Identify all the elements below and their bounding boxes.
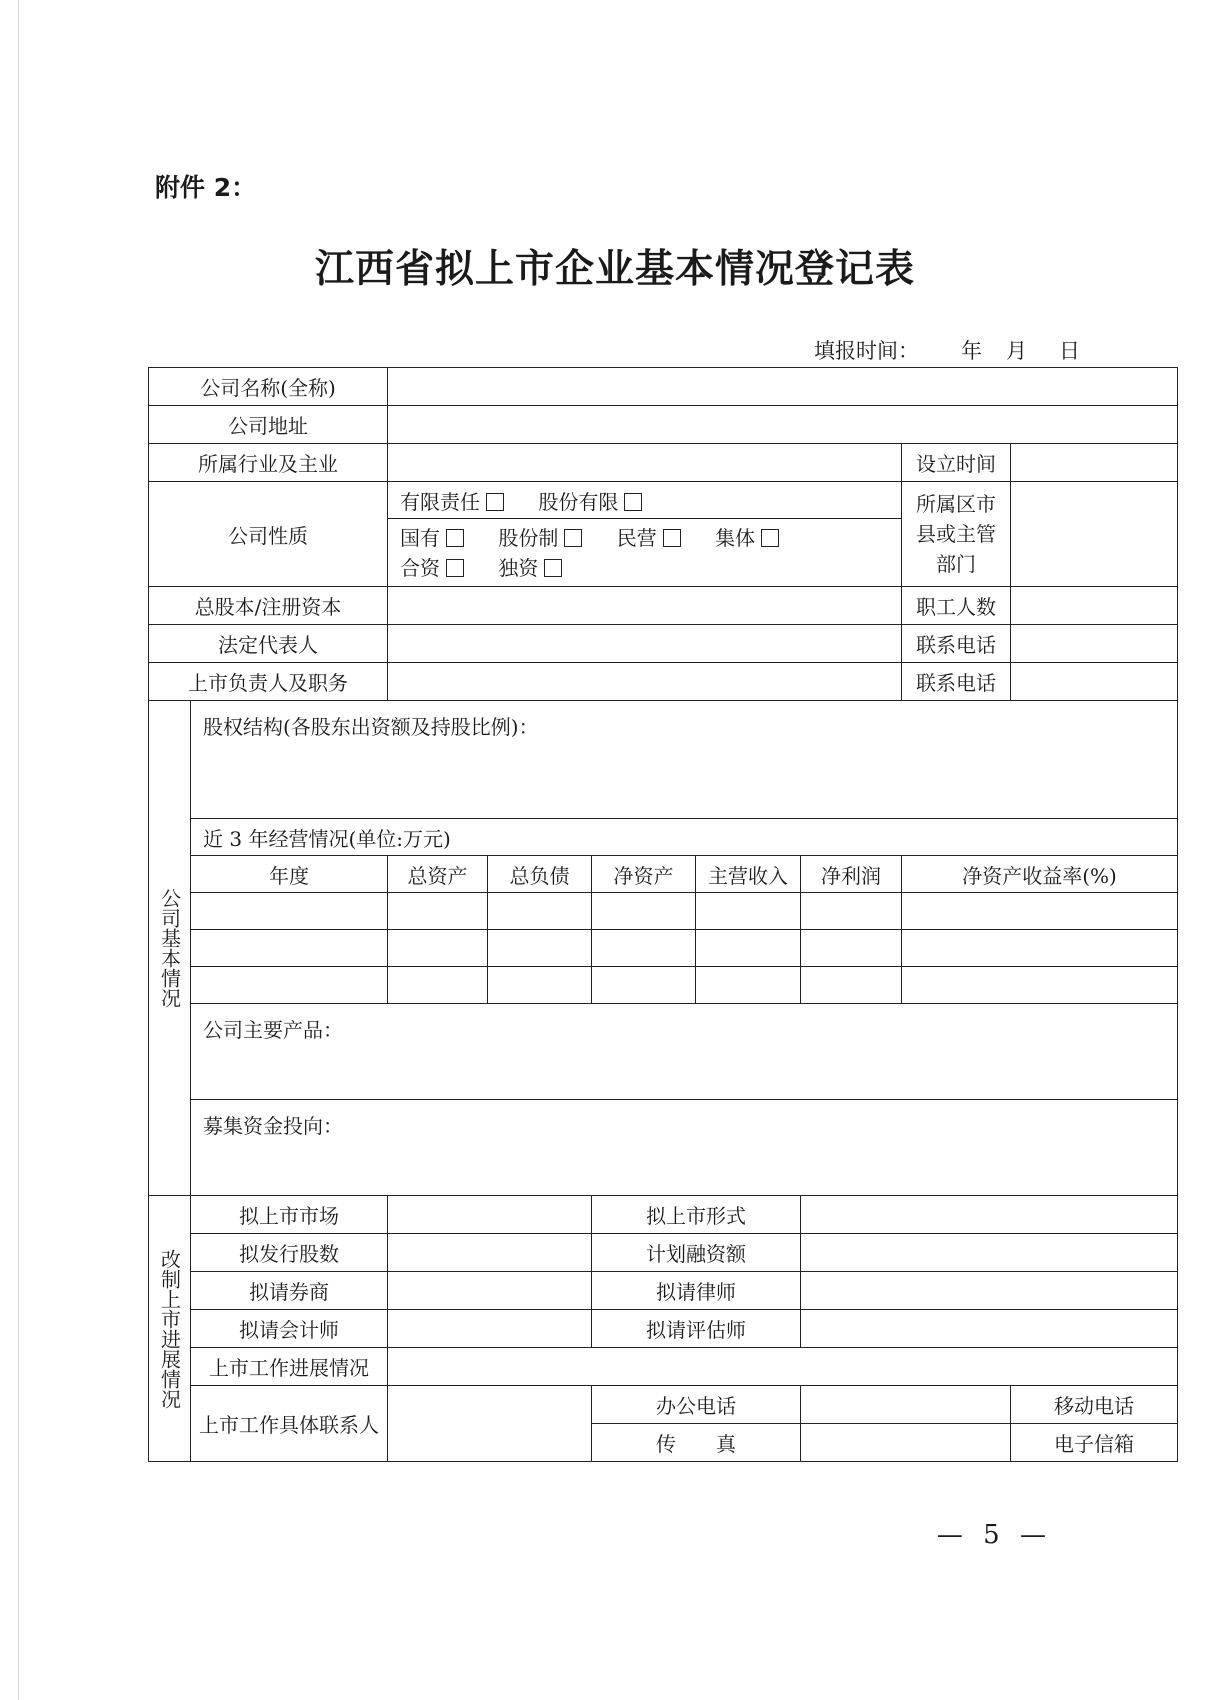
equity-structure-field[interactable] bbox=[191, 701, 1178, 819]
equity-structure-label: 股权结构(各股东出资额及持股比例)： bbox=[203, 715, 539, 739]
basic-section-label-cell bbox=[149, 701, 191, 1196]
company-address-label: 公司地址 bbox=[149, 406, 388, 444]
nature-option-joint-venture-label: 合资 bbox=[400, 555, 441, 580]
nature-option-private[interactable] bbox=[617, 523, 681, 553]
checkbox-icon[interactable] bbox=[761, 529, 779, 547]
fill-date bbox=[814, 335, 1080, 365]
form-title: 江西省拟上市企业基本情况登记表 bbox=[314, 246, 915, 292]
fill-date-day: 日 bbox=[1059, 339, 1080, 363]
ops-row bbox=[149, 930, 1178, 967]
nature-option-limited-label: 有限责任 bbox=[400, 489, 481, 514]
attachment-label: 附件 2： bbox=[155, 173, 257, 202]
company-address-field[interactable] bbox=[388, 406, 1178, 444]
office-phone-label: 办公电话 bbox=[592, 1386, 801, 1424]
ops-cell[interactable] bbox=[592, 967, 696, 1004]
office-phone-field[interactable] bbox=[801, 1386, 1011, 1424]
checkbox-icon[interactable] bbox=[544, 559, 562, 577]
nature-option-sole-label: 独资 bbox=[498, 555, 539, 580]
listing-head-label: 上市负责人及职务 bbox=[149, 663, 388, 701]
fill-date-month: 月 bbox=[1006, 339, 1027, 363]
district-field[interactable] bbox=[1011, 482, 1178, 587]
ops-cell[interactable] bbox=[801, 967, 902, 1004]
nature-label: 公司性质 bbox=[149, 482, 388, 587]
industry-label: 所属行业及主业 bbox=[149, 444, 388, 482]
ops-cell[interactable] bbox=[191, 930, 388, 967]
legal-rep-label: 法定代表人 bbox=[149, 625, 388, 663]
broker-label: 拟请券商 bbox=[191, 1272, 388, 1310]
ops-header-main-revenue: 主营收入 bbox=[696, 856, 801, 893]
capital-label: 总股本/注册资本 bbox=[149, 587, 388, 625]
broker-field[interactable] bbox=[388, 1272, 592, 1310]
nature-option-joint-venture[interactable] bbox=[400, 553, 464, 583]
district-label: 所属区市县或主管部门 bbox=[902, 482, 1011, 587]
company-name-label: 公司名称(全称) bbox=[149, 368, 388, 406]
progress-label: 上市工作进展情况 bbox=[191, 1348, 388, 1386]
listing-section-label: 改制上市进展情况 bbox=[157, 1248, 182, 1409]
ops-header-total-liabilities: 总负债 bbox=[488, 856, 592, 893]
nature-option-state[interactable] bbox=[400, 523, 464, 553]
listing-form-field[interactable] bbox=[801, 1196, 1178, 1234]
progress-field[interactable] bbox=[388, 1348, 1178, 1386]
ops-cell[interactable] bbox=[191, 893, 388, 930]
ops-cell[interactable] bbox=[801, 930, 902, 967]
nature-option-shareholding-label: 股份制 bbox=[498, 525, 559, 550]
ops-row bbox=[149, 893, 1178, 930]
ops-header-net-profit: 净利润 bbox=[801, 856, 902, 893]
phone-field[interactable] bbox=[1011, 625, 1178, 663]
listing-phone-label: 联系电话 bbox=[902, 663, 1011, 701]
ops-cell[interactable] bbox=[388, 893, 488, 930]
nature-options-row-2 bbox=[388, 519, 902, 587]
founded-label: 设立时间 bbox=[902, 444, 1011, 482]
registration-form bbox=[148, 367, 1178, 1462]
nature-option-sole[interactable] bbox=[498, 553, 562, 583]
funds-use-field[interactable] bbox=[191, 1100, 1178, 1196]
ops-cell[interactable] bbox=[388, 967, 488, 1004]
email-label: 电子信箱 bbox=[1011, 1424, 1178, 1462]
ops-header-roe: 净资产收益率(%) bbox=[902, 856, 1178, 893]
fax-field[interactable] bbox=[801, 1424, 1011, 1462]
ops-cell[interactable] bbox=[592, 893, 696, 930]
main-products-field[interactable] bbox=[191, 1004, 1178, 1100]
ops-title: 近 3 年经营情况(单位:万元) bbox=[191, 819, 1178, 856]
ops-cell[interactable] bbox=[592, 930, 696, 967]
nature-option-collective-label: 集体 bbox=[715, 525, 756, 550]
employees-label: 职工人数 bbox=[902, 587, 1011, 625]
market-field[interactable] bbox=[388, 1196, 592, 1234]
ops-cell[interactable] bbox=[696, 893, 801, 930]
appraiser-label: 拟请评估师 bbox=[592, 1310, 801, 1348]
checkbox-icon[interactable] bbox=[486, 493, 504, 511]
page-number: — 5 — bbox=[936, 1520, 1052, 1550]
checkbox-icon[interactable] bbox=[446, 559, 464, 577]
legal-rep-field[interactable] bbox=[388, 625, 902, 663]
fax-label: 传 真 bbox=[592, 1424, 801, 1462]
market-label: 拟上市市场 bbox=[191, 1196, 388, 1234]
nature-option-state-label: 国有 bbox=[400, 525, 441, 550]
nature-options-row-1 bbox=[388, 482, 902, 519]
accountant-field[interactable] bbox=[388, 1310, 592, 1348]
ops-header-total-assets: 总资产 bbox=[388, 856, 488, 893]
funds-use-label: 募集资金投向： bbox=[203, 1114, 343, 1138]
company-name-field[interactable] bbox=[388, 368, 1178, 406]
checkbox-icon[interactable] bbox=[446, 529, 464, 547]
industry-field[interactable] bbox=[388, 444, 902, 482]
main-products-label: 公司主要产品： bbox=[203, 1018, 343, 1042]
shares-field[interactable] bbox=[388, 1234, 592, 1272]
ops-cell[interactable] bbox=[191, 967, 388, 1004]
listing-head-field[interactable] bbox=[388, 663, 902, 701]
accountant-label: 拟请会计师 bbox=[191, 1310, 388, 1348]
ops-cell[interactable] bbox=[696, 930, 801, 967]
nature-option-shareholding[interactable] bbox=[498, 523, 582, 553]
ops-cell[interactable] bbox=[488, 893, 592, 930]
basic-section-label: 公司基本情况 bbox=[157, 888, 182, 1008]
checkbox-icon[interactable] bbox=[564, 529, 582, 547]
contact-label: 上市工作具体联系人 bbox=[191, 1386, 388, 1462]
fill-date-year: 年 bbox=[961, 339, 982, 363]
fill-date-label: 填报时间： bbox=[814, 339, 919, 363]
listing-section-label-cell bbox=[149, 1196, 191, 1462]
checkbox-icon[interactable] bbox=[663, 529, 681, 547]
appraiser-field[interactable] bbox=[801, 1310, 1178, 1348]
ops-cell[interactable] bbox=[801, 893, 902, 930]
listing-phone-field[interactable] bbox=[1011, 663, 1178, 701]
ops-cell[interactable] bbox=[696, 967, 801, 1004]
ops-cell[interactable] bbox=[902, 967, 1178, 1004]
nature-option-joint-stock-label: 股份有限 bbox=[538, 489, 619, 514]
lawyer-label: 拟请律师 bbox=[592, 1272, 801, 1310]
shares-label: 拟发行股数 bbox=[191, 1234, 388, 1272]
ops-row bbox=[149, 967, 1178, 1004]
ops-cell[interactable] bbox=[488, 930, 592, 967]
nature-option-private-label: 民营 bbox=[616, 525, 657, 550]
financing-field[interactable] bbox=[801, 1234, 1178, 1272]
contact-field[interactable] bbox=[388, 1386, 592, 1462]
listing-form-label: 拟上市形式 bbox=[592, 1196, 801, 1234]
capital-field[interactable] bbox=[388, 587, 902, 625]
ops-cell[interactable] bbox=[902, 893, 1178, 930]
lawyer-field[interactable] bbox=[801, 1272, 1178, 1310]
checkbox-icon[interactable] bbox=[624, 493, 642, 511]
ops-cell[interactable] bbox=[388, 930, 488, 967]
founded-field[interactable] bbox=[1011, 444, 1178, 482]
ops-cell[interactable] bbox=[488, 967, 592, 1004]
phone-label: 联系电话 bbox=[902, 625, 1011, 663]
nature-option-limited[interactable] bbox=[400, 486, 504, 515]
nature-option-collective[interactable] bbox=[715, 523, 779, 553]
ops-header-net-assets: 净资产 bbox=[592, 856, 696, 893]
ops-cell[interactable] bbox=[902, 930, 1178, 967]
ops-header-year: 年度 bbox=[191, 856, 388, 893]
employees-field[interactable] bbox=[1011, 587, 1178, 625]
financing-label: 计划融资额 bbox=[592, 1234, 801, 1272]
mobile-label: 移动电话 bbox=[1011, 1386, 1178, 1424]
nature-option-joint-stock[interactable] bbox=[538, 486, 642, 515]
